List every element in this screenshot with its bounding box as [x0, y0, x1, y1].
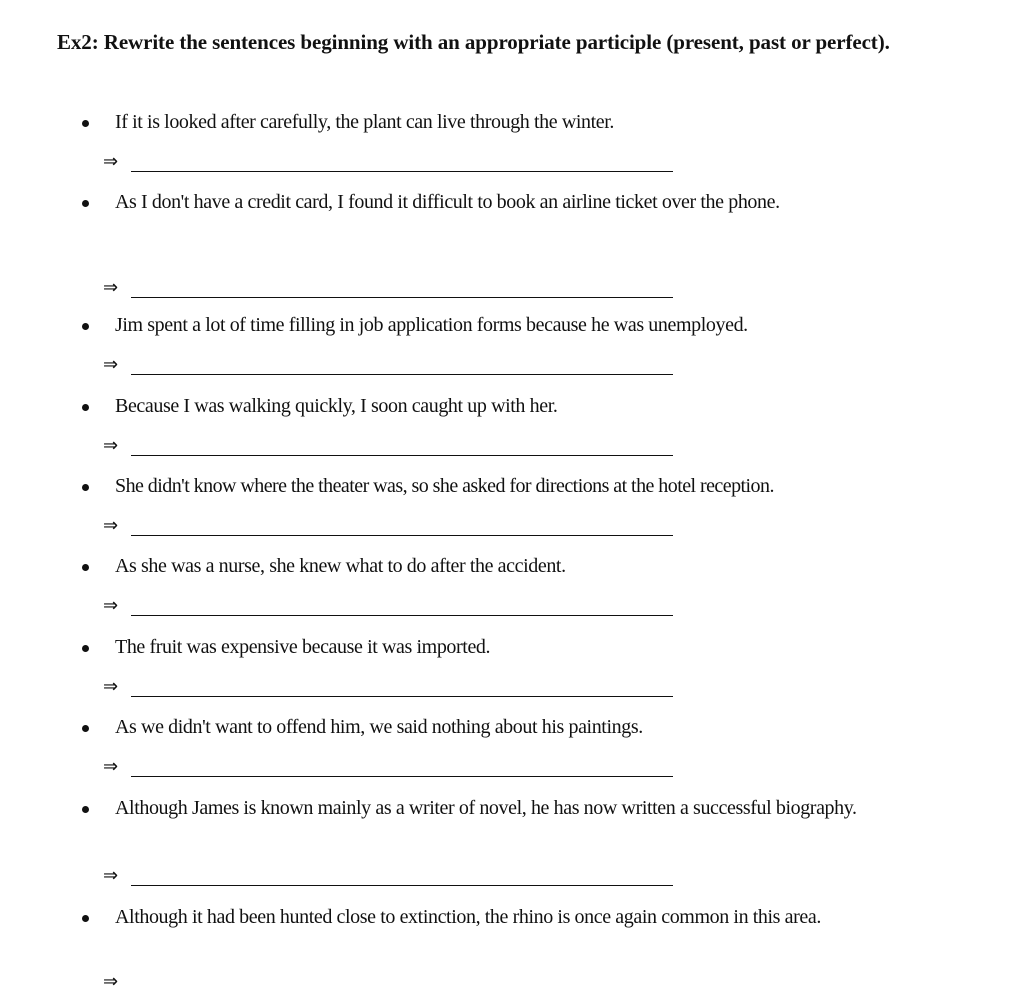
- answer-line: [131, 455, 673, 456]
- arrow-icon: ⇒: [103, 151, 119, 172]
- item-sentence: As I don't have a credit card, I found it difficult to book an airline ticket over the phone.: [115, 191, 780, 213]
- arrow-icon: ⇒: [103, 277, 119, 298]
- bullet-icon: [82, 484, 89, 491]
- arrow-icon: ⇒: [103, 865, 119, 886]
- item-sentence: Although it had been hunted close to extinction, the rhino is once again common in this area.: [115, 906, 821, 928]
- answer-field[interactable]: [103, 276, 683, 304]
- answer-line: [131, 535, 673, 536]
- bullet-icon: [82, 645, 89, 652]
- item-sentence: Jim spent a lot of time filling in job application forms because he was unemployed.: [115, 314, 748, 336]
- answer-field[interactable]: [103, 675, 683, 703]
- answer-line: [131, 297, 673, 298]
- item-sentence: The fruit was expensive because it was imported.: [115, 636, 491, 658]
- answer-field[interactable]: [103, 594, 683, 622]
- answer-line: [131, 696, 673, 697]
- answer-line: [131, 171, 673, 172]
- item-sentence: As we didn't want to offend him, we said nothing about his paintings.: [115, 716, 643, 738]
- arrow-icon: ⇒: [103, 354, 119, 375]
- bullet-icon: [82, 323, 89, 330]
- answer-line: [131, 615, 673, 616]
- bullet-icon: [82, 725, 89, 732]
- bullet-icon: [82, 915, 89, 922]
- item-sentence: If it is looked after carefully, the plant can live through the winter.: [115, 111, 615, 133]
- item-sentence: As she was a nurse, she knew what to do after the accident.: [115, 555, 566, 577]
- item-sentence: Because I was walking quickly, I soon caught up with her.: [115, 395, 558, 417]
- answer-field[interactable]: [103, 755, 683, 783]
- bullet-icon: [82, 806, 89, 813]
- arrow-icon: ⇒: [103, 756, 119, 777]
- answer-line: [131, 374, 673, 375]
- arrow-icon: ⇒: [103, 515, 119, 536]
- item-sentence: Although James is known mainly as a writer of novel, he has now written a successful biography.: [115, 797, 857, 819]
- answer-field[interactable]: [103, 970, 683, 991]
- bullet-icon: [82, 404, 89, 411]
- arrow-icon: ⇒: [103, 435, 119, 456]
- bullet-icon: [82, 200, 89, 207]
- exercise-title: Ex2: Rewrite the sentences beginning with an appropriate participle (present, past or perfect).: [57, 30, 890, 54]
- answer-line: [131, 776, 673, 777]
- answer-field[interactable]: [103, 150, 683, 178]
- answer-field[interactable]: [103, 434, 683, 462]
- answer-field[interactable]: [103, 864, 683, 892]
- item-sentence: She didn't know where the theater was, so she asked for directions at the hotel reception.: [115, 475, 774, 497]
- answer-field[interactable]: [103, 514, 683, 542]
- answer-line: [131, 885, 673, 886]
- bullet-icon: [82, 564, 89, 571]
- arrow-icon: ⇒: [103, 595, 119, 616]
- answer-field[interactable]: [103, 353, 683, 381]
- arrow-icon: ⇒: [103, 676, 119, 697]
- bullet-icon: [82, 120, 89, 127]
- arrow-icon: ⇒: [103, 971, 119, 991]
